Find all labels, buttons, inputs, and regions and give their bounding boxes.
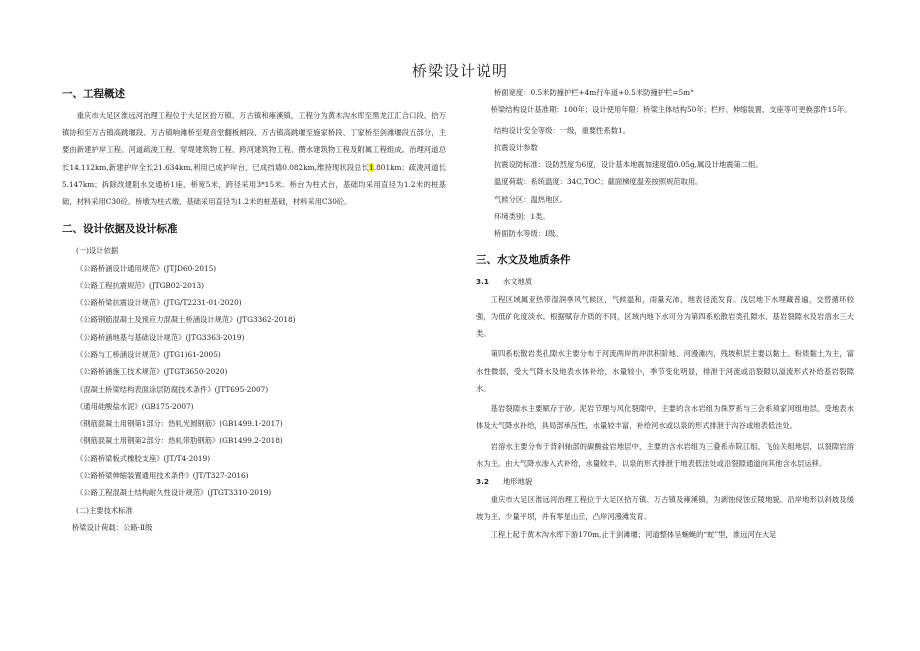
standards-list (62, 260, 446, 502)
service-life: 桥梁结构设计基准期：100年；设计使用年限：桥梁主体结构50年；栏杆、伸缩装置、支座等可更换部件15年。 (490, 105, 852, 115)
standard-item: 《通用硅酸盐水泥》(GB175-2007) (76, 401, 194, 411)
terrain-paragraph-1: 重庆市大足区淮远河治理工程位于大足区拾万镇、万古镇及雍溪镇，为剥蚀侵蚀丘陵地貌。沿岸地形以斜坡及缓坡为主、少量平坝，并有零星山丘，凸岸河漫滩发育。 (476, 495, 854, 522)
seismic-intensity: 抗震设防标准：设防烈度为6度，设计基本地震加速度值0.05g,属设计地震第二组。 (494, 160, 763, 170)
seismic-params: 抗震设计参数 (494, 142, 538, 152)
left-column (62, 80, 446, 536)
standard-item: 《钢筋混凝土用钢第1部分：热轧光圆钢筋》(GB1499.1-2017) (76, 419, 283, 429)
standard-item: 《公路桥梁板式橡胶支座》(JT/T4-2019) (76, 453, 211, 463)
document-title: 桥梁设计说明 (411, 62, 508, 80)
standard-item: 《公路桥梁伸缩装置通用技术条件》(JT/T327-2016) (76, 471, 249, 481)
hydro-paragraph-3: 基岩裂隙水主要赋存于砂、泥岩节理与风化裂隙中，主要的含水岩组为侏罗系与三会系须家河组地层。受地表水体及大气降水补给，具局部承压性，水量较丰富，补给河水或以泉的形式排泄于沟谷或地表低洼处。 (476, 404, 854, 431)
highlighted-digit: 1 (369, 162, 374, 172)
standard-item: 《公路桥梁抗震设计规范》(JTG/T2231-01-2020) (76, 298, 242, 308)
standard-item: 《公路桥涵设计通用规范》(JTJD60-2015) (76, 263, 217, 273)
environment-class: 环境类别：1类。 (494, 211, 550, 221)
overview-text-b: .801km；疏浚河道长5.147km；拆除改建阻水交通桥1座，桥宽5米，跨径采用3*15米。桥台为柱式台，基础均采用直径为1.2米的桩基础，材料采用C30砼。桥墩为柱式墩，基础采用直径为1.2米的桩基础，材料采用C30砼。 (62, 162, 446, 207)
overview-text-a: 重庆市大足区淮远河治理工程位于大足区拾万镇、万古镇和雍溪镇，工程分为黄木沟水库至黑龙江汇合口段、拾万镇协和至万古镇高跳堰段、万古镇响滩桥至观音堂翻板闸段、万古镇高跳堰至施家桥段、丁家桥至剑滩堰段五部分，主要由新建护岸工程、河道疏浚工程、穿堤建筑物工程、跨河建筑物工程、攒水建筑物工程及附属工程组成。治理河道总长14.112km,新建护岸全长21.634km,利用已成护岸台、已成挡墙0.082km,维持现状段总长 (62, 111, 446, 172)
standard-item: 《钢筋混凝土用钢第2部分：热轧带肋钢筋》(GB1499.2-2018) (76, 436, 283, 446)
subsection-3-2-label: 地形地貌 (502, 476, 533, 486)
subsection-3-1 (476, 273, 854, 290)
section-1-heading: 一、工程概述 (62, 88, 125, 100)
waterproof-level: 桥面防水等级：I级。 (494, 229, 563, 239)
technical-standards-label: (二)主要技术标准 (76, 505, 133, 515)
subsection-3-1-number: 3.1 (476, 276, 489, 286)
standard-item: 《公路工程混凝土结构耐久性设计规范》(JTGT3310-2019) (76, 488, 272, 498)
hydro-paragraph-4: 岩溶水主要分布于背斜轴部的碳酸盐岩地层中，主要的含水岩组为三叠系赤院江组、飞仙关组地层，以裂隙岩溶水为主。由大气降水渗入式补给，水量较丰，以泉的形式排泄于地表低洼处或沿裂隙通道向其他含水层运移。 (476, 441, 854, 468)
standard-item: 《公路工程抗震规范》(JTGB02-2013) (76, 280, 204, 290)
temperature-load: 温度荷载：系统温度：34C,TOC；截面梯度温差按照规范取用。 (494, 177, 703, 187)
project-overview-paragraph (62, 107, 446, 210)
deck-width: 桥面宽度：0.5米防撞护栏+4m行车道+0.5米防撞护栏=5m° (494, 88, 694, 97)
safety-level: 结构设计安全等级：一级，重要性系数1。 (494, 125, 630, 135)
standard-item: 《公路桥涵施工技术规范》(JTGT3650-2020) (76, 367, 228, 377)
terrain-paragraph-2: 工程上起于黄木沟水库下游170m,止于剑滩堰；河道整体呈蜿蜒的“蛇”型，淮远河在大足 (490, 529, 777, 539)
section-2-heading: 二、设计依据及设计标准 (62, 223, 178, 236)
design-load-line: 桥梁设计荷载：公路-Ⅱ级 (72, 522, 153, 532)
hydro-paragraph-2: 第四系松散岩类孔隙水主要分布于河流两岸的冲洪积阶地、河漫滩内，残坡积层主要以黏土、粉质黏土为主，富水性微弱，受大气降水及地表水体补给，水量较小，季节变化明显，排泄于河流或沿裂隙以溢流形式补给基岩裂隙水。 (476, 349, 854, 393)
design-basis-label: (一)设计依据 (76, 246, 119, 256)
hydro-paragraph-1: 工程区域属亚热带湿润季风气候区，气候温和，雨量充沛，地表径流发育。浅层地下水埋藏普遍，交替循环较强，为低矿化度淡水。根据赋存介质的不同，区域内地下水可分为第四系松散岩类孔隙水、基岩裂隙水及岩溶水三大类。 (476, 294, 854, 339)
subsection-3-1-label: 水文地质 (502, 276, 533, 286)
standard-item: 《公路桥涵地基与基础设计规范》(JTG3363-2019) (76, 332, 245, 342)
standard-item: 《公路钢筋混凝土及预应力混凝土桥涵设计规范》(JTG3362-2018) (76, 315, 296, 325)
standard-item: 《公路与工桥涵设计规范》(JTG1)61-2005) (76, 350, 221, 359)
subsection-3-2 (476, 473, 854, 490)
right-column (476, 84, 854, 543)
section-3-heading: 三、水文及地质条件 (476, 253, 571, 266)
standard-item: 《混凝土桥梁结构表面涂层防腐技术条件》(JTT695-2007) (76, 384, 269, 394)
climate-zone: 气候分区：温热地区。 (494, 194, 567, 204)
subsection-3-2-number: 3.2 (476, 476, 489, 486)
